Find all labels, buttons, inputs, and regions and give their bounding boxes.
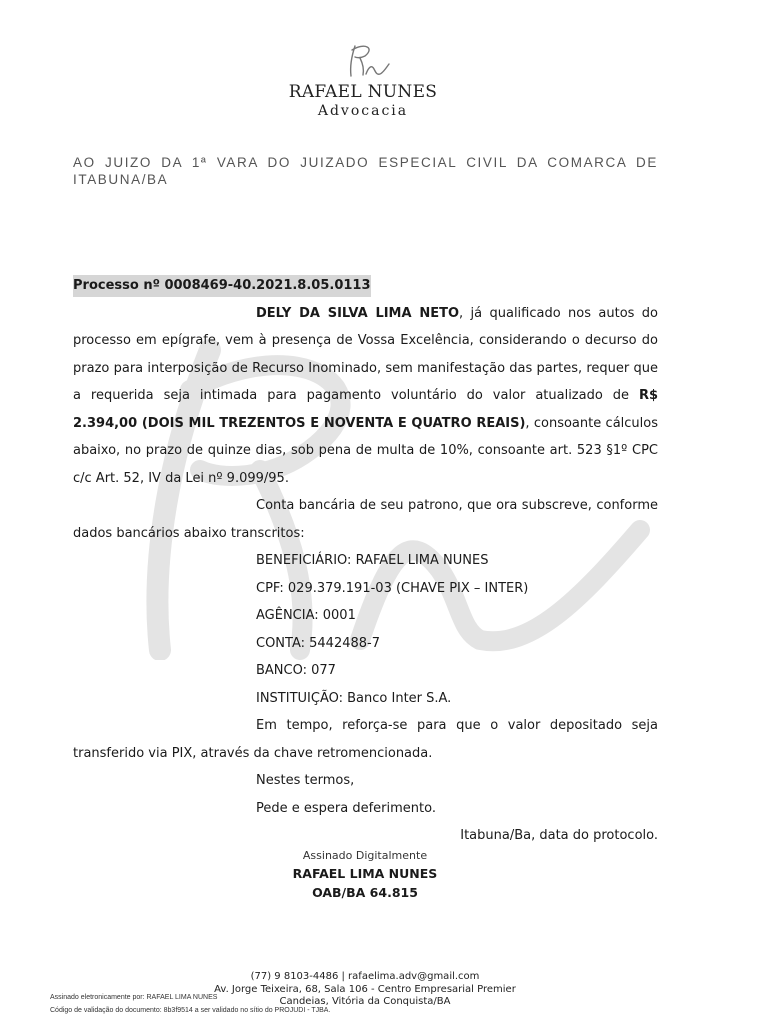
paragraph-request: DELY DA SILVA LIMA NETO, já qualificado nos autos do processo em epígrafe, vem à presença de Vossa Excelência, considerando o decurso do prazo para interposição de Recurso Inominado, sem manifestação das partes, requer que a requerida seja intimada para pagamento voluntário do valor atualizado de R$ 2.394,00 (DOIS MIL TREZENTOS E NOVENTA E QUATRO REAIS), consoante cálculos abaixo, no prazo de quinze dias, sob pena de multa de 10%, consoante art. 523 §1º CPC c/c Art. 52, IV da Lei nº 9.099/95. [73, 305, 659, 486]
bank-agency: AGÊNCIA: 0001 [256, 608, 356, 623]
signer-name: RAFAEL LIMA NUNES [292, 866, 438, 881]
footer-address-line1: Av. Jorge Teixeira, 68, Sala 106 - Centro Empresarial Premier [214, 983, 516, 995]
footer-phone-email: (77) 9 8103-4486 | rafaelima.adv@gmail.com [250, 971, 480, 982]
amount: R$ 2.394,00 (DOIS MIL TREZENTOS E NOVENTA E QUATRO REAIS) [73, 388, 658, 431]
paragraph-pix: Em tempo, reforça-se para que o valor depositado seja transferido via PIX, através da chave retromencionada. [73, 718, 658, 761]
party-name: DELY DA SILVA LIMA NETO [256, 305, 460, 321]
firm-logo [288, 40, 438, 126]
esign-validation: Código de validação do documento: 8b3f9514 a ser validado no sítio do PROJUDI - TJBA. [50, 1007, 331, 1014]
firm-subtitle: Advocacia [317, 103, 409, 119]
signer-oab: OAB/BA 64.815 [312, 885, 418, 900]
paragraph-bank-intro: Conta bancária de seu patrono, que ora subscreve, conforme dados bancários abaixo transcritos: [73, 498, 658, 541]
footer-contact [190, 971, 540, 1009]
closing-request: Pede e espera deferimento. [256, 800, 436, 816]
signature-label: Assinado Digitalmente [302, 849, 428, 862]
firm-name: RAFAEL NUNES [288, 82, 438, 102]
process-number: Processo nº 0008469-40.2021.8.05.0113 [73, 275, 371, 297]
esign-signer: Assinado eletronicamente por: RAFAEL LIMA NUNES [50, 994, 218, 1001]
petition-body [73, 272, 658, 850]
bank-beneficiary: BENEFICIÁRIO: RAFAEL LIMA NUNES [256, 553, 489, 568]
bank-account: CONTA: 5442488-7 [256, 635, 381, 651]
monogram-icon [333, 40, 393, 80]
addressee-header: AO JUIZO DA 1ª VARA DO JUIZADO ESPECIAL CIVIL DA COMARCA DE ITABUNA/BA [73, 155, 658, 187]
place-date: Itabuna/Ba, data do protocolo. [460, 828, 658, 843]
bank-code: BANCO: 077 [256, 663, 336, 678]
footer-address-line2: Candeias, Vitória da Conquista/BA [279, 996, 451, 1007]
closing-terms: Nestes termos, [256, 773, 355, 788]
bank-cpf: CPF: 029.379.191-03 (CHAVE PIX – INTER) [256, 580, 529, 596]
bank-institution: INSTITUIÇÃO: Banco Inter S.A. [256, 690, 452, 706]
